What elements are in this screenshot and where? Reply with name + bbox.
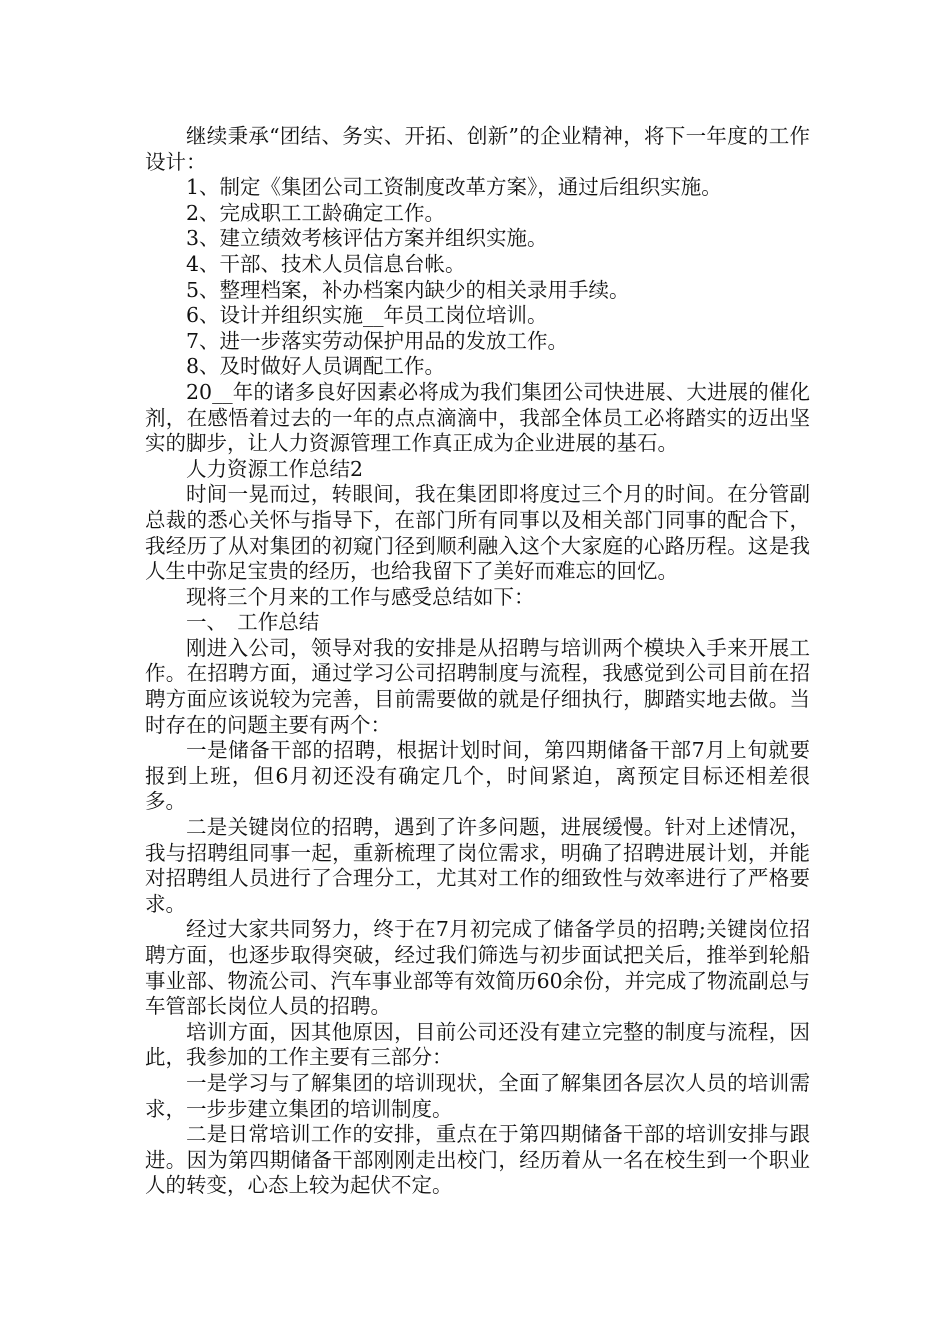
paragraph: 刚进入公司，领导对我的安排是从招聘与培训两个模块入手来开展工作。在招聘方面，通过学习公司招聘制度与流程，我感觉到公司目前在招聘方面应该说较为完善，目前需要做的就是仔细执行，脚踏实地去做。当时存在的问题主要有两个：	[145, 635, 810, 737]
list-item: 6、设计并组织实施__年员工岗位培训。	[186, 303, 548, 328]
paragraph: 经过大家共同努力，终于在7月初完成了储备学员的招聘;关键岗位招聘方面，也逐步取得突破，经过我们筛选与初步面试把关后，推举到轮船事业部、物流公司、汽车事业部等有效简历60余份，并完成了物流副总与车管部长岗位人员的招聘。	[145, 917, 810, 1019]
paragraph: 一是储备干部的招聘，根据计划时间，第四期储备干部7月上旬就要报到上班，但6月初还没有确定几个，时间紧迫，离预定目标还相差很多。	[145, 738, 810, 814]
list-item: 1、制定《集团公司工资制度改革方案》，通过后组织实施。	[186, 175, 722, 200]
paragraph: 现将三个月来的工作与感受总结如下：	[186, 584, 535, 609]
paragraph: 20__年的诸多良好因素必将成为我们集团公司快进展、大进展的催化剂，在感悟着过去的一年的点点滴滴中，我部全体员工必将踏实的迈出坚实的脚步，让人力资源管理工作真正成为企业进展的基石。	[145, 379, 810, 456]
paragraph: 培训方面，因其他原因，目前公司还没有建立完整的制度与流程，因此，我参加的工作主要有三部分：	[145, 1019, 810, 1070]
list-item: 5、整理档案，补办档案内缺少的相关录用手续。	[186, 277, 630, 302]
list-item: 3、建立绩效考核评估方案并组织实施。	[186, 226, 548, 251]
list-item: 2、完成职工工龄确定工作。	[186, 200, 446, 225]
list-item: 7、进一步落实劳动保护用品的发放工作。	[186, 328, 569, 353]
document-body	[145, 124, 810, 1199]
paragraph: 二是日常培训工作的安排，重点在于第四期储备干部的培训安排与跟进。因为第四期储备干部刚刚走出校门，经历着从一名在校生到一个职业人的转变，心态上较为起伏不定。	[145, 1122, 810, 1198]
section-heading: 人力资源工作总结2	[186, 456, 364, 481]
paragraph: 时间一晃而过，转眼间，我在集团即将度过三个月的时间。在分管副总裁的悉心关怀与指导下，在部门所有同事以及相关部门同事的配合下，我经历了从对集团的初窥门径到顺利融入这个大家庭的心路历程。这是我人生中弥足宝贵的经历，也给我留下了美好而难忘的回忆。	[145, 482, 810, 584]
list-item: 4、干部、技术人员信息台帐。	[186, 251, 466, 276]
paragraph: 二是关键岗位的招聘，遇到了许多问题，进展缓慢。针对上述情况，我与招聘组同事一起，重新梳理了岗位需求，明确了招聘进展计划，并能对招聘组人员进行了合理分工，尤其对工作的细致性与效率进行了严格要求。	[145, 815, 810, 916]
paragraph: 一是学习与了解集团的培训现状，全面了解集团各层次人员的培训需求，一步步建立集团的培训制度。	[145, 1070, 810, 1121]
paragraph: 继续秉承“团结、务实、开拓、创新”的企业精神，将下一年度的工作设计：	[145, 124, 810, 174]
list-item: 8、及时做好人员调配工作。	[186, 354, 446, 379]
subsection-heading: 一、 工作总结	[186, 610, 320, 635]
